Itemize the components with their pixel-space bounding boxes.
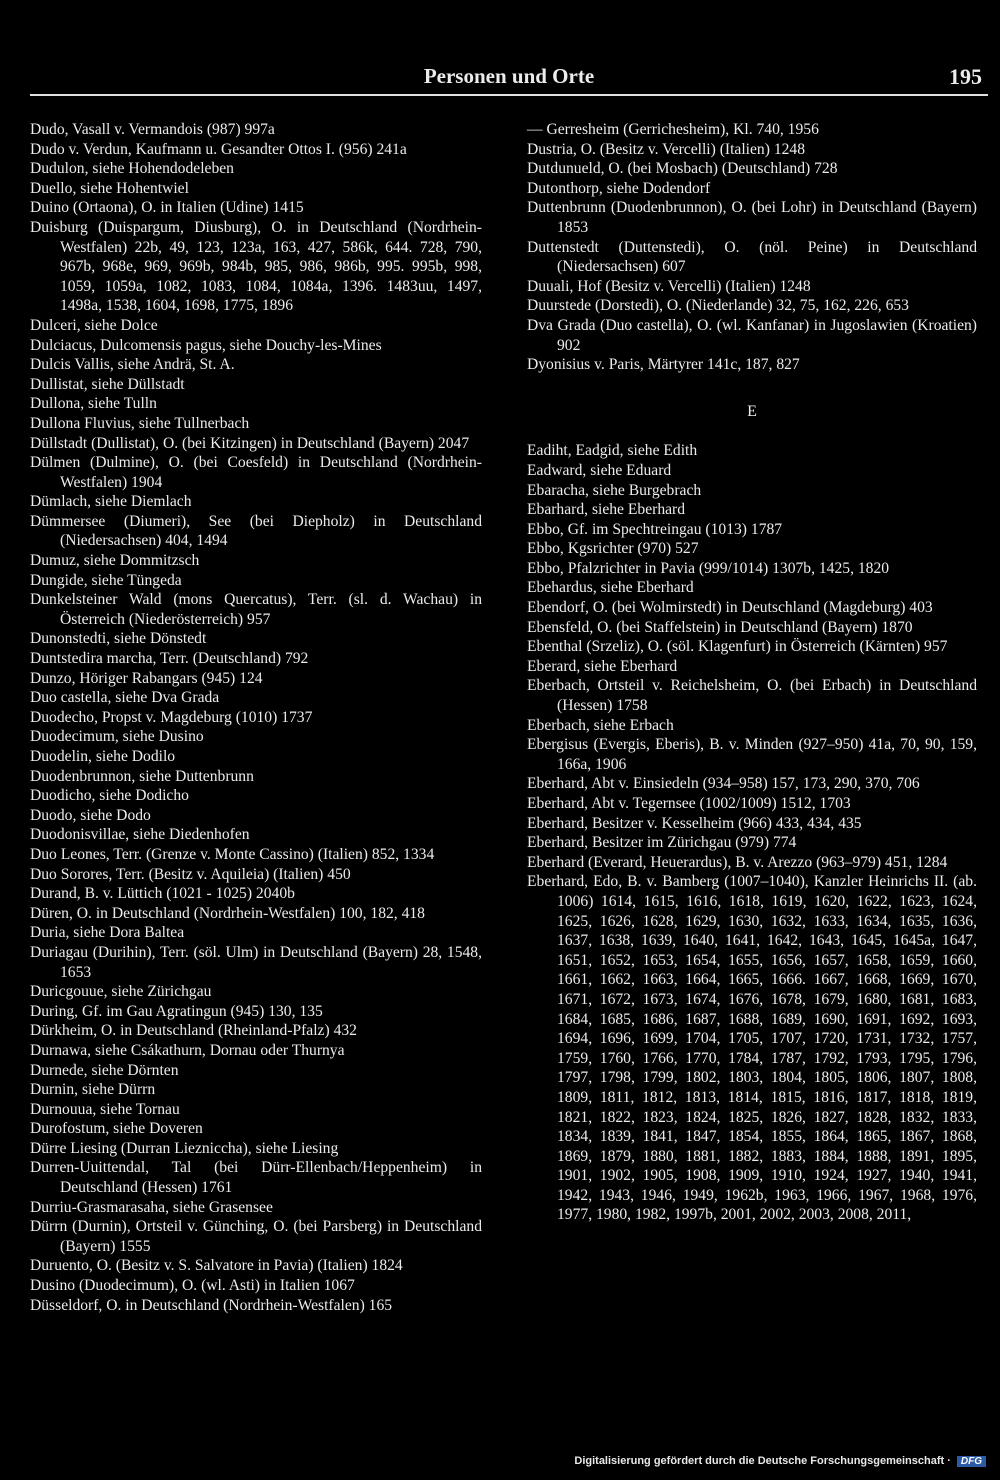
index-entry: Dürrn (Durnin), Ortsteil v. Günching, O. (bei Parsberg) in Deutschland (Bayern) 1555 (30, 1218, 482, 1255)
index-entry: Durofostum, siehe Doveren (30, 1120, 203, 1138)
index-entry: Durnawa, siehe Csákathurn, Dornau oder Thurnya (30, 1041, 345, 1059)
index-entry: Duo Sorores, Terr. (Besitz v. Aquileia) (Italien) 450 (30, 865, 351, 883)
index-entry: Durriu-Grasmarasaha, siehe Grasensee (30, 1198, 273, 1216)
index-entry: Duodicho, siehe Dodicho (30, 787, 189, 805)
index-entry: Duruento, O. (Besitz v. S. Salvatore in Pavia) (Italien) 1824 (30, 1257, 403, 1275)
index-entry: Ebensfeld, O. (bei Staffelstein) in Deutschland (Bayern) 1870 (527, 618, 913, 636)
index-entry: Eadiht, Eadgid, siehe Edith (527, 442, 698, 460)
index-entry: Eberbach, siehe Erbach (527, 716, 674, 734)
index-entry: Dullona Fluvius, siehe Tullnerbach (30, 414, 250, 432)
index-entry: Duricgouue, siehe Zürichgau (30, 983, 212, 1001)
index-entry: Duodo, siehe Dodo (30, 806, 151, 824)
index-entry: Dustria, O. (Besitz v. Vercelli) (Italien) 1248 (527, 140, 806, 158)
index-entry: Düllstadt (Dullistat), O. (bei Kitzingen) in Deutschland (Bayern) 2047 (30, 434, 470, 452)
index-entry: Duisburg (Duispargum, Diusburg), O. in Deutschland (Nordrhein-Westfalen) 22b, 49, 123, 123a, 163, 427, 586k, 644. 728, 790, 967b, 968e, 969, 969b, 984b, 985, 986, 986b, 995. 995b, 998, 1059, 1059a, 1082, 1083, 1084, 1084a, 1396. 1483uu, 1497, 1498a, 1538, 1604, 1698, 1775, 1896 (30, 218, 482, 315)
index-entry: Duodenbrunnon, siehe Duttenbrunn (30, 767, 254, 785)
index-entry: Duo castella, siehe Dva Grada (30, 689, 220, 707)
index-entry: Ebergisus (Evergis, Eberis), B. v. Minden (927–950) 41a, 70, 90, 159, 166a, 1906 (527, 736, 977, 773)
index-entry: Dülmen (Dulmine), O. (bei Coesfeld) in Deutschland (Nordrhein-Westfalen) 1904 (30, 454, 482, 491)
index-entry: Ebehardus, siehe Eberhard (527, 579, 694, 597)
index-entry: Dudo, Vasall v. Vermandois (987) 997a (30, 121, 275, 138)
index-entry: Dungide, siehe Tüngeda (30, 571, 182, 589)
index-entry: Dullistat, siehe Düllstadt (30, 375, 185, 393)
index-entry: Dullona, siehe Tulln (30, 395, 157, 413)
index-entry: Dümlach, siehe Diemlach (30, 493, 192, 511)
index-entry: Duino (Ortaona), O. in Italien (Udine) 1415 (30, 199, 304, 217)
index-entry: Durand, B. v. Lüttich (1021 - 1025) 2040b (30, 885, 295, 903)
index-entry: Dutdunueld, O. (bei Mosbach) (Deutschland) 728 (527, 160, 838, 178)
index-entry: Ebarhard, siehe Eberhard (527, 501, 686, 519)
index-entry: Duodonisvillae, siehe Diedenhofen (30, 826, 250, 844)
index-entry: — Gerresheim (Gerrichesheim), Kl. 740, 1956 (527, 121, 819, 138)
index-entry: Ebendorf, O. (bei Wolmirstedt) in Deutschland (Magdeburg) 403 (527, 599, 933, 617)
index-entry: Duodecimum, siehe Dusino (30, 728, 204, 746)
page-number: 195 (949, 64, 982, 89)
left-column (30, 120, 482, 1315)
index-entry: Dumuz, siehe Dommitzsch (30, 552, 200, 570)
index-entry: Dürkheim, O. in Deutschland (Rheinland-Pfalz) 432 (30, 1022, 357, 1040)
index-entry: Duuali, Hof (Besitz v. Vercelli) (Italien) 1248 (527, 277, 811, 295)
index-entry: Duurstede (Dorstedi), O. (Niederlande) 32, 75, 162, 226, 653 (527, 297, 909, 315)
index-entry: Eberhard (Everard, Heuerardus), B. v. Arezzo (963–979) 451, 1284 (527, 853, 948, 871)
index-entry: During, Gf. im Gau Agratingun (945) 130, 135 (30, 1002, 323, 1020)
index-entry: Eadward, siehe Eduard (527, 461, 672, 479)
index-entry: Duntstedira marcha, Terr. (Deutschland) 792 (30, 650, 309, 668)
running-title: Personen und Orte (423, 64, 595, 88)
index-entry: Durnede, siehe Dörnten (30, 1061, 179, 1079)
index-entry: Ebenthal (Srzeliz), O. (söl. Klagenfurt) in Österreich (Kärnten) 957 (527, 638, 948, 656)
index-entry: Dümmersee (Diumeri), See (bei Diepholz) in Deutschland (Niedersachsen) 404, 1494 (30, 512, 482, 550)
index-entry: Dusino (Duodecimum), O. (wl. Asti) in Italien 1067 (30, 1277, 355, 1295)
index-entry: Dyonisius v. Paris, Märtyrer 141c, 187, 827 (527, 356, 800, 374)
index-entry: Ebbo, Gf. im Spechtreingau (1013) 1787 (527, 520, 783, 538)
index-entry: Dutonthorp, siehe Dodendorf (527, 179, 711, 197)
index-entry: Eberhard, Besitzer im Zürichgau (979) 774 (527, 834, 797, 852)
index-entry: Eberhard, Edo, B. v. Bamberg (1007–1040), Kanzler Heinrichs II. (ab. 1006) 1614, 1615, 1616, 1618, 1619, 1620, 1622, 1623, 1624, 1625, 1626, 1628, 1629, 1630, 1632, 1633, 1634, 1635, 1636, 1637, 1638, 1639, 1640, 1641, 1642, 1643, 1645, 1645a, 1647, 1651, 1652, 1653, 1654, 1655, 1656, 1657, 1658, 1659, 1660, 1661, 1662, 1663, 1664, 1665, 1666. 1667, 1668, 1669, 1670, 1671, 1672, 1673, 1674, 1676, 1678, 1679, 1680, 1681, 1683, 1684, 1685, 1686, 1687, 1688, 1689, 1690, 1691, 1692, 1693, 1694, 1696, 1699, 1704, 1705, 1707, 1720, 1731, 1732, 1757, 1759, 1760, 1766, 1770, 1784, 1787, 1792, 1793, 1795, 1796, 1797, 1798, 1799, 1802, 1803, 1804, 1805, 1806, 1807, 1808, 1809, 1811, 1812, 1813, 1814, 1815, 1816, 1817, 1818, 1819, 1821, 1822, 1823, 1824, 1825, 1826, 1827, 1828, 1832, 1833, 1834, 1839, 1841, 1847, 1854, 1855, 1864, 1865, 1867, 1868, 1869, 1879, 1880, 1881, 1882, 1883, 1884, 1888, 1891, 1895, 1901, 1902, 1905, 1908, 1909, 1910, 1924, 1927, 1940, 1941, 1942, 1943, 1946, 1949, 1962b, 1963, 1966, 1967, 1968, 1976, 1977, 1980, 1982, 1997b, 2001, 2002, 2003, 2008, 2011, (527, 873, 977, 1224)
right-column (527, 120, 977, 1225)
index-entry: Duriagau (Durihin), Terr. (söl. Ulm) in Deutschland (Bayern) 28, 1548, 1653 (30, 943, 482, 981)
index-entry: Eberbach, Ortsteil v. Reichelsheim, O. (bei Erbach) in Deutschland (Hessen) 1758 (527, 677, 977, 715)
index-entry: Durnin, siehe Dürrn (30, 1081, 156, 1099)
index-entry: Dva Grada (Duo castella), O. (wl. Kanfanar) in Jugoslawien (Kroatien) 902 (527, 316, 977, 354)
section-letter-heading: E (747, 402, 757, 420)
page-header (30, 62, 988, 96)
index-entry: Dudo v. Verdun, Kaufmann u. Gesandter Ottos I. (956) 241a (30, 140, 407, 158)
index-entry: Dulciacus, Dulcomensis pagus, siehe Douchy-les-Mines (30, 336, 382, 354)
index-entry: Eberhard, Besitzer v. Kesselheim (966) 433, 434, 435 (527, 814, 862, 832)
index-entry: Duodelin, siehe Dodilo (30, 748, 176, 765)
index-entry: Dulceri, siehe Dolce (30, 316, 158, 334)
index-entry: Ebaracha, siehe Burgebrach (527, 481, 702, 499)
footer-text: Digitalisierung gefördert durch die Deutsche Forschungsgemeinschaft · (574, 1455, 951, 1467)
index-entry: Durnouua, siehe Tornau (30, 1100, 180, 1118)
index-entry: Ebbo, Pfalzrichter in Pavia (999/1014) 1307b, 1425, 1820 (527, 559, 890, 577)
index-entry: Dudulon, siehe Hohendodeleben (30, 160, 234, 178)
d-entries-continued (527, 120, 977, 375)
index-entry: Durren-Uuittendal, Tal (bei Dürr-Ellenbach/Heppenheim) in Deutschland (Hessen) 1761 (30, 1159, 482, 1197)
dfg-logo: DFG (957, 1456, 986, 1467)
index-entry: Duria, siehe Dora Baltea (30, 924, 185, 942)
index-entry: Dunkelsteiner Wald (mons Quercatus), Terr. (sl. d. Wachau) in Österreich (Niederösterreich) 957 (30, 591, 482, 628)
index-entry: Düren, O. in Deutschland (Nordrhein-Westfalen) 100, 182, 418 (30, 904, 425, 922)
index-entry: Eberhard, Abt v. Einsiedeln (934–958) 157, 173, 290, 370, 706 (527, 775, 920, 793)
index-entry: Eberhard, Abt v. Tegernsee (1002/1009) 1512, 1703 (527, 795, 851, 812)
index-entry: Ebbo, Kgsrichter (970) 527 (527, 540, 699, 558)
index-entry: Dulcis Vallis, siehe Andrä, St. A. (30, 356, 235, 374)
index-entry: Duo Leones, Terr. (Grenze v. Monte Cassino) (Italien) 852, 1334 (30, 845, 435, 863)
footer-credit (574, 1455, 986, 1467)
e-entries (527, 441, 977, 1225)
index-entry: Dunzo, Höriger Rabangars (945) 124 (30, 669, 263, 687)
index-entry: Duello, siehe Hohentwiel (30, 179, 189, 197)
index-entry: Dunonstedti, siehe Dönstedt (30, 630, 207, 648)
index-entry: Duttenbrunn (Duodenbrunnon), O. (bei Lohr) in Deutschland (Bayern) 1853 (527, 199, 977, 236)
index-entry: Duttenstedt (Duttenstedi), O. (nöl. Peine) in Deutschland (Niedersachsen) 607 (527, 238, 977, 276)
index-entry: Düsseldorf, O. in Deutschland (Nordrhein-Westfalen) 165 (30, 1296, 393, 1314)
index-entry: Eberard, siehe Eberhard (527, 657, 678, 675)
index-entry: Duodecho, Propst v. Magdeburg (1010) 1737 (30, 708, 313, 726)
index-entry: Dürre Liesing (Durran Lieznicсha), siehe Liesing (30, 1139, 339, 1157)
